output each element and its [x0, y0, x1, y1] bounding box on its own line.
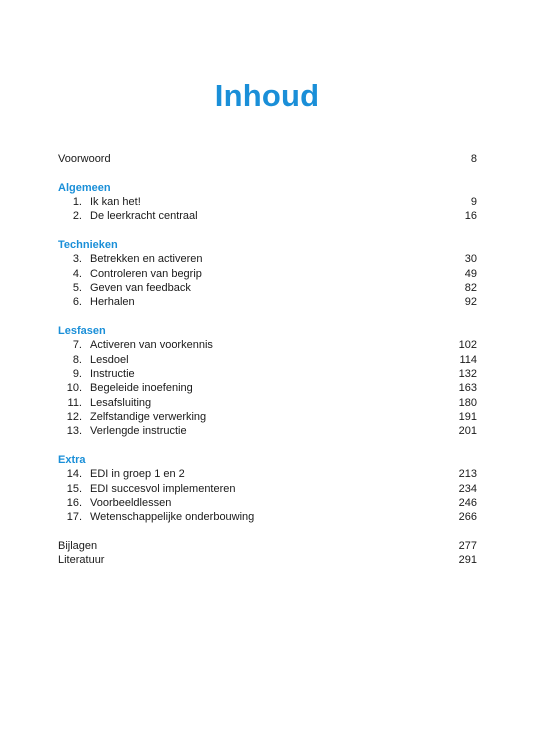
chapter-page-number: 191	[458, 410, 477, 423]
chapter-title-group	[58, 467, 185, 481]
chapter-row[interactable]	[58, 396, 477, 410]
page-title: Inhoud	[214, 78, 320, 113]
chapter-label: Controleren van begrip	[90, 267, 202, 280]
chapter-title-group	[58, 496, 171, 510]
section-heading: Algemeen	[58, 181, 111, 194]
appendix-entry-page-number: 291	[458, 554, 477, 567]
chapter-page-number: 163	[458, 382, 477, 395]
chapter-number: 11.	[67, 396, 82, 409]
chapter-label: Herhalen	[90, 296, 135, 309]
chapter-row[interactable]	[58, 267, 477, 281]
table-of-contents	[58, 152, 477, 568]
chapter-page-number: 16	[464, 210, 477, 223]
chapter-number: 17.	[66, 511, 82, 524]
chapter-title-group	[58, 353, 129, 367]
chapter-page-number: 201	[458, 425, 477, 438]
appendix-entry-row[interactable]	[58, 539, 477, 553]
chapter-title-group	[58, 209, 198, 223]
chapter-number: 16.	[66, 496, 82, 509]
chapter-title-group	[58, 424, 187, 438]
chapter-label: Ik kan het!	[90, 196, 141, 209]
chapter-page-number: 49	[464, 267, 477, 280]
chapter-title-group	[58, 482, 236, 496]
chapter-label: Activeren van voorkennis	[90, 339, 213, 352]
chapter-row[interactable]	[58, 295, 477, 309]
chapter-title-group	[58, 267, 202, 281]
chapter-label: Verlengde instructie	[90, 425, 187, 438]
chapter-number: 12.	[66, 410, 82, 423]
chapter-row[interactable]	[58, 209, 477, 223]
chapter-row[interactable]	[58, 367, 477, 381]
chapter-number: 7.	[72, 339, 82, 352]
appendix-entry-label: Bijlagen	[58, 540, 98, 553]
chapter-label: Lesdoel	[90, 353, 129, 366]
chapter-title-group	[58, 338, 213, 352]
chapter-label: Begeleide inoefening	[90, 382, 193, 395]
chapter-number: 5.	[72, 282, 82, 295]
chapter-row[interactable]	[58, 410, 477, 424]
chapter-number: 13.	[66, 425, 82, 438]
chapter-title-group	[58, 195, 141, 209]
chapter-label: Wetenschappelijke onderbouwing	[90, 511, 255, 524]
chapter-page-number: 132	[458, 368, 477, 381]
chapter-page-number: 246	[458, 496, 477, 509]
chapter-label: Lesafsluiting	[90, 396, 152, 409]
toc-entry-row[interactable]	[58, 152, 477, 166]
chapter-title-group	[58, 510, 254, 524]
section-heading: Technieken	[58, 239, 118, 252]
spacer	[58, 525, 477, 540]
chapter-row[interactable]	[58, 353, 477, 367]
chapter-number: 1.	[72, 196, 82, 209]
chapter-row[interactable]	[58, 467, 477, 481]
chapter-page-number: 30	[464, 253, 477, 266]
appendix-entry-label: Literatuur	[58, 554, 105, 567]
chapter-number: 8.	[72, 353, 82, 366]
chapter-row[interactable]	[58, 510, 477, 524]
chapter-page-number: 92	[464, 296, 477, 309]
toc-entry-page-number: 8	[470, 153, 477, 165]
chapter-row[interactable]	[58, 496, 477, 510]
chapter-number: 6.	[72, 296, 82, 309]
chapter-number: 3.	[72, 253, 82, 266]
chapter-number: 14.	[66, 468, 82, 481]
chapter-title-group	[58, 367, 135, 381]
section-heading: Extra	[58, 454, 86, 467]
chapter-row[interactable]	[58, 195, 477, 209]
chapter-label: Voorbeeldlessen	[90, 496, 172, 509]
chapter-page-number: 234	[458, 482, 477, 495]
chapter-row[interactable]	[58, 424, 477, 438]
chapter-row[interactable]	[58, 482, 477, 496]
chapter-title-group	[58, 381, 193, 395]
appendix-entry-page-number: 277	[458, 540, 477, 553]
chapter-label: Instructie	[90, 368, 135, 381]
section-heading: Lesfasen	[58, 325, 106, 338]
chapter-page-number: 213	[458, 468, 477, 481]
toc-entry-label: Voorwoord	[58, 153, 111, 165]
chapter-label: EDI succesvol implementeren	[90, 482, 236, 495]
chapter-page-number: 180	[458, 396, 477, 409]
chapter-page-number: 102	[458, 339, 477, 352]
chapter-page-number: 82	[464, 282, 477, 295]
chapter-title-group	[58, 281, 191, 295]
chapter-title-group	[58, 295, 135, 309]
chapter-row[interactable]	[58, 281, 477, 295]
chapter-number: 15.	[66, 482, 82, 495]
chapter-row[interactable]	[58, 381, 477, 395]
chapter-row[interactable]	[58, 338, 477, 352]
chapter-title-group	[58, 252, 203, 266]
appendix-entry-row[interactable]	[58, 553, 477, 567]
chapter-number: 10.	[66, 382, 82, 395]
chapter-number: 4.	[72, 267, 82, 280]
chapter-title-group	[58, 396, 151, 410]
chapter-row[interactable]	[58, 252, 477, 266]
chapter-label: Geven van feedback	[90, 282, 191, 295]
chapter-page-number: 9	[470, 196, 477, 209]
chapter-page-number: 266	[458, 511, 477, 524]
chapter-number: 9.	[72, 368, 82, 381]
chapter-label: Zelfstandige verwerking	[90, 410, 207, 423]
chapter-label: EDI in groep 1 en 2	[90, 468, 185, 481]
chapter-number: 2.	[72, 210, 82, 223]
chapter-page-number: 114	[459, 353, 477, 366]
chapter-label: Betrekken en activeren	[90, 253, 203, 266]
chapter-title-group	[58, 410, 206, 424]
chapter-label: De leerkracht centraal	[90, 210, 198, 223]
